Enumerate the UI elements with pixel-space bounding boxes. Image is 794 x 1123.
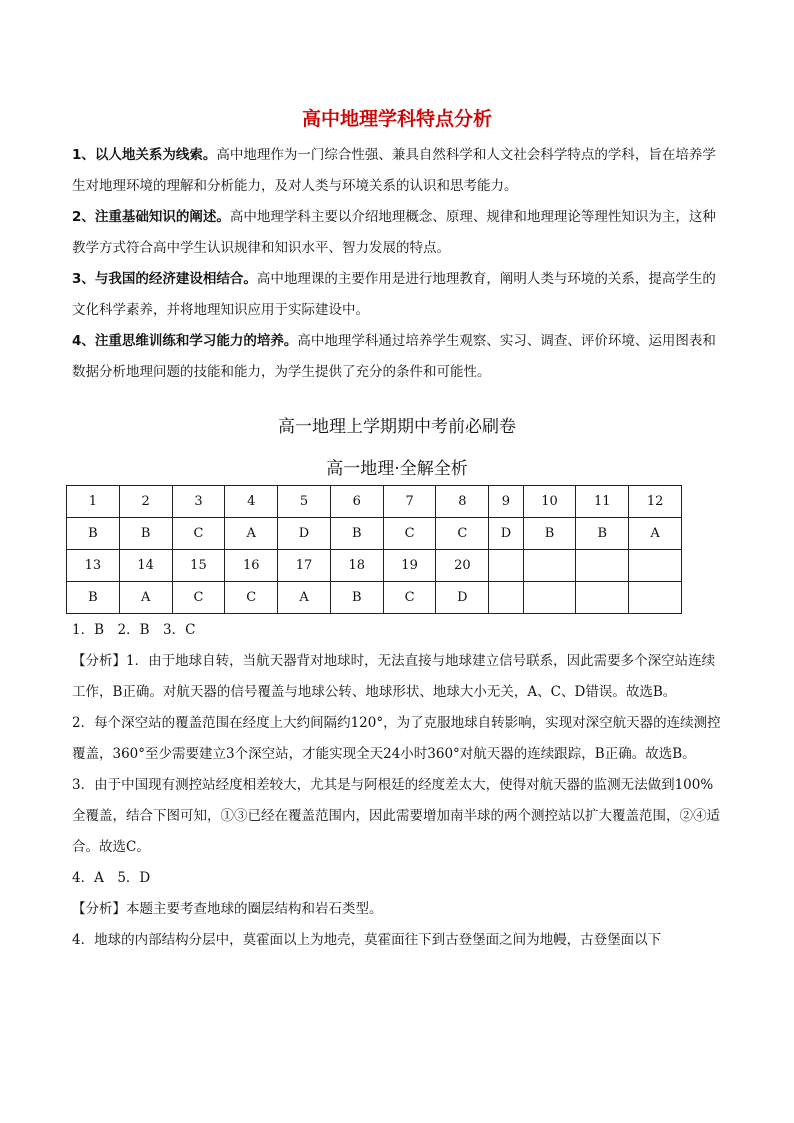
intro-heading-2: 2、注重基础知识的阐述。 (72, 209, 230, 225)
table-cell (576, 582, 629, 614)
answer-table (66, 485, 682, 614)
table-row (67, 582, 682, 614)
table-cell: 3 (172, 486, 225, 518)
table-cell: 16 (225, 550, 278, 582)
answer-line: 4．A 5．D (72, 870, 151, 886)
table-cell: C (383, 518, 436, 550)
table-row (67, 518, 682, 550)
table-cell (629, 550, 682, 582)
table-cell (523, 550, 576, 582)
intro-heading-3: 3、与我国的经济建设相结合。 (72, 271, 257, 287)
table-cell: 15 (172, 550, 225, 582)
intro-paragraph-1 (72, 140, 724, 202)
table-cell: D (489, 518, 523, 550)
table-cell: B (119, 518, 172, 550)
table-cell: 18 (330, 550, 383, 582)
table-cell: 7 (383, 486, 436, 518)
main-title: 高中地理学科特点分析 (301, 108, 492, 130)
intro-text-4: 高中地理学科通过培养学生观察、实习、调查、评价环境、运用图表和数据分析地理问题的技能和能力，为学生提供了充分的条件和可能性。 (72, 333, 716, 380)
table-cell: 20 (436, 550, 489, 582)
table-row (67, 550, 682, 582)
exam-subtitle: 高一地理·全解全析 (326, 459, 468, 479)
table-cell: B (576, 518, 629, 550)
table-cell: D (278, 518, 331, 550)
table-cell: C (172, 582, 225, 614)
table-row (67, 486, 682, 518)
table-cell (489, 550, 523, 582)
table-cell: D (436, 582, 489, 614)
table-cell: 6 (330, 486, 383, 518)
analysis-paragraph: 【分析】1．由于地球自转，当航天器背对地球时，无法直接与地球建立信号联系，因此需要多个深空站连续工作，B正确。对航天器的信号覆盖与地球公转、地球形状、地球大小无关，A、C、D错误。故选B。 (72, 653, 716, 700)
table-cell: B (67, 582, 120, 614)
table-cell: 14 (119, 550, 172, 582)
table-cell: 11 (576, 486, 629, 518)
table-cell: 19 (383, 550, 436, 582)
intro-heading-1: 1、以人地关系为线索。 (72, 147, 217, 163)
intro-paragraph-4 (72, 326, 724, 388)
intro-heading-4: 4、注重思维训练和学习能力的培养。 (72, 333, 298, 349)
table-cell: 17 (278, 550, 331, 582)
analysis-paragraph: 3．由于中国现有测控站经度相差较大，尤其是与阿根廷的经度差太大，使得对航天器的监测无法做到100%全覆盖，结合下图可知，①③已经在覆盖范围内，因此需要增加南半球的两个测控站以扩大覆盖范围，②④适合。故选C。 (72, 777, 720, 855)
table-cell: B (67, 518, 120, 550)
table-cell: C (436, 518, 489, 550)
table-cell: C (383, 582, 436, 614)
intro-section (72, 140, 724, 388)
table-cell: 12 (629, 486, 682, 518)
table-cell: A (629, 518, 682, 550)
table-cell: 5 (278, 486, 331, 518)
intro-text-3: 高中地理课的主要作用是进行地理教育，阐明人类与环境的关系，提高学生的文化科学素养，并将地理知识应用于实际建设中。 (72, 271, 716, 318)
analysis-paragraph: 2．每个深空站的覆盖范围在经度上大约间隔约120°，为了克服地球自转影响，实现对深空航天器的连续测控覆盖，360°至少需要建立3个深空站，才能实现全天24小时360°对航天器的连续跟踪，B正确。故选B。 (72, 715, 721, 762)
table-cell: B (330, 518, 383, 550)
table-cell: A (225, 518, 278, 550)
exam-title: 高一地理上学期期中考前必刷卷 (278, 417, 516, 437)
analysis-paragraph: 4．地球的内部结构分层中，莫霍面以上为地壳，莫霍面往下到古登堡面之间为地幔，古登堡面以下 (72, 932, 662, 948)
answer-line: 1．B 2．B 3．C (72, 622, 196, 638)
table-cell: 2 (119, 486, 172, 518)
table-cell (489, 582, 523, 614)
intro-text-1: 高中地理作为一门综合性强、兼具自然科学和人文社会科学特点的学科，旨在培养学生对地理环境的理解和分析能力，及对人类与环境关系的认识和思考能力。 (72, 147, 716, 194)
intro-paragraph-3 (72, 264, 724, 326)
table-cell: 8 (436, 486, 489, 518)
intro-paragraph-2 (72, 202, 724, 264)
analysis-paragraph: 【分析】本题主要考查地球的圈层结构和岩石类型。 (72, 901, 383, 917)
table-cell: C (172, 518, 225, 550)
table-cell: A (119, 582, 172, 614)
table-cell: C (225, 582, 278, 614)
table-cell: B (330, 582, 383, 614)
table-cell: 1 (67, 486, 120, 518)
table-cell (576, 550, 629, 582)
table-cell (523, 582, 576, 614)
table-cell: 10 (523, 486, 576, 518)
table-cell: B (523, 518, 576, 550)
table-cell (629, 582, 682, 614)
analysis-section (72, 615, 724, 956)
table-cell: 9 (489, 486, 523, 518)
table-cell: 13 (67, 550, 120, 582)
intro-text-2: 高中地理学科主要以介绍地理概念、原理、规律和地理理论等理性知识为主，这种教学方式符合高中学生认识规律和知识水平、智力发展的特点。 (72, 209, 716, 256)
table-cell: A (278, 582, 331, 614)
table-cell: 4 (225, 486, 278, 518)
